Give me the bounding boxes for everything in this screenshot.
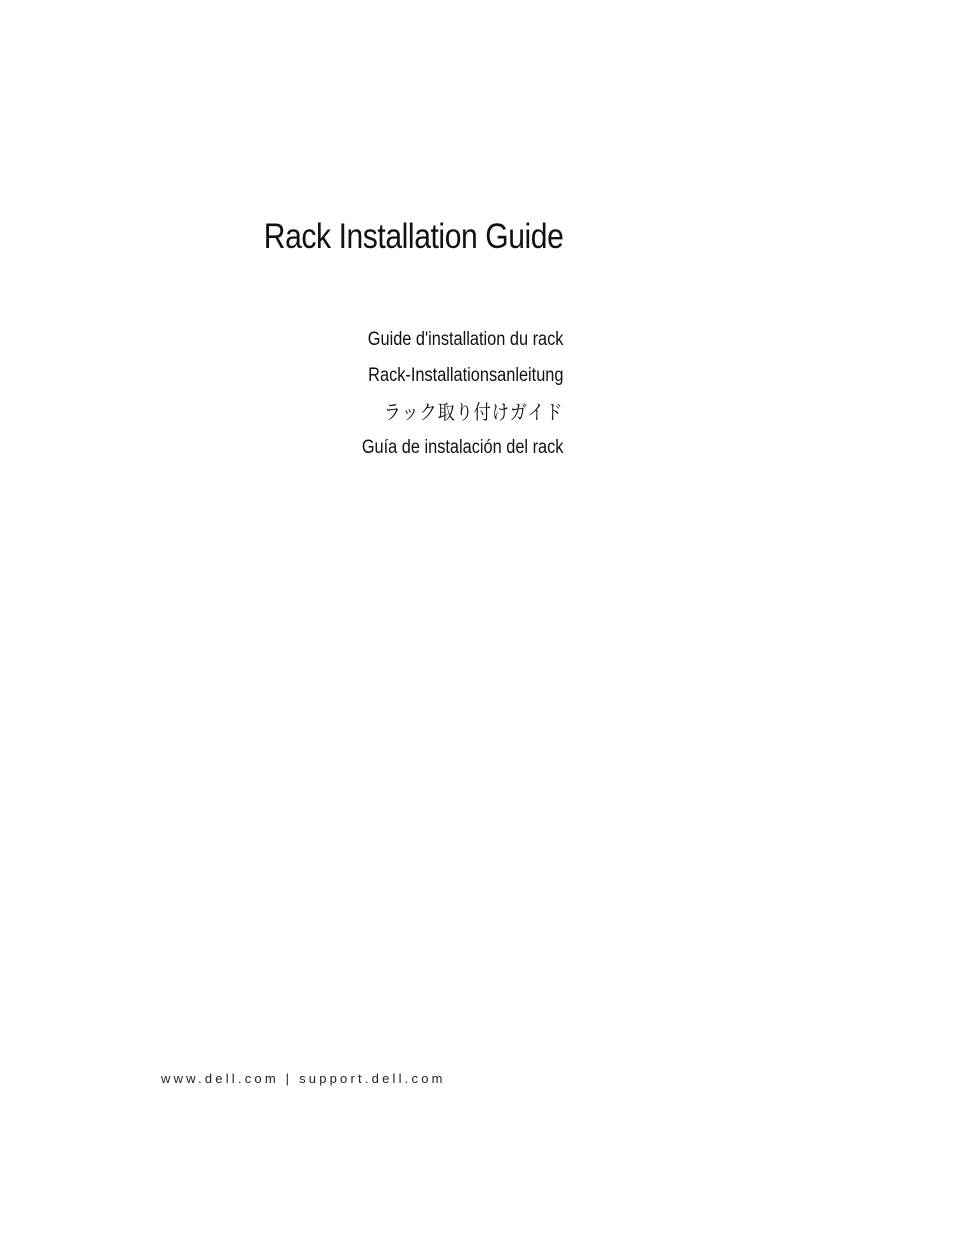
translated-titles <box>329 322 563 466</box>
subtitle-french: Guide d'installation du rack <box>367 329 563 350</box>
subtitle-german: Rack-Installationsanleitung <box>367 365 563 386</box>
subtitle-spanish: Guía de instalación del rack <box>361 437 563 458</box>
footer-urls: www.dell.com | support.dell.com <box>161 1071 446 1086</box>
title-block <box>215 212 563 262</box>
document-title: Rack Installation Guide <box>263 217 563 256</box>
subtitle-japanese: ラック取り付けガイド <box>383 400 563 424</box>
